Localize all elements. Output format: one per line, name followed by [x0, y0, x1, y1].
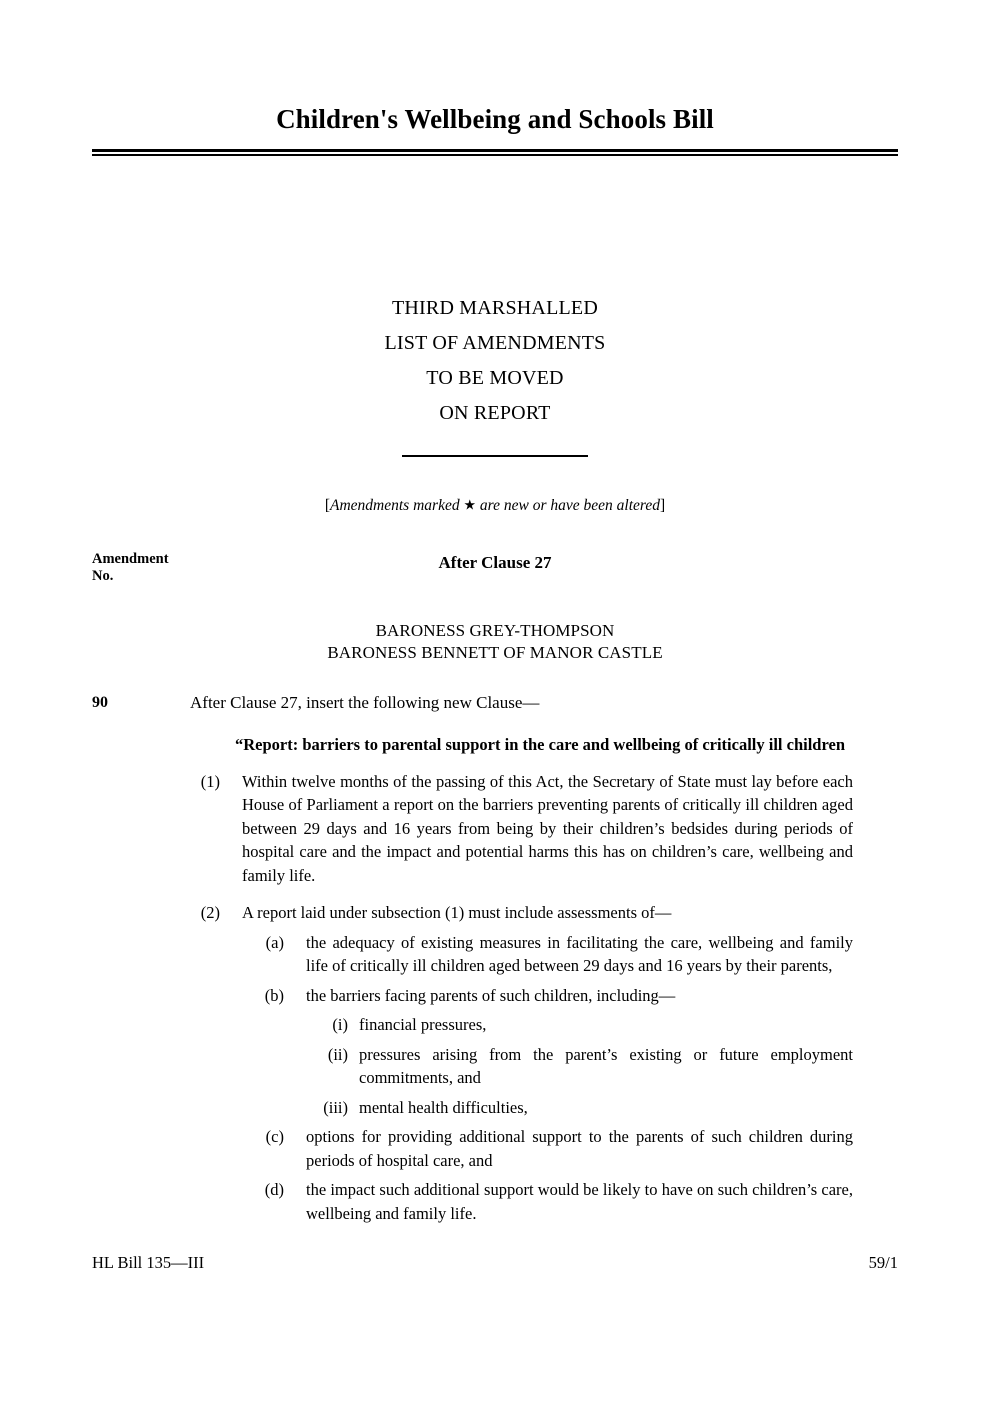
note-text-before-star: Amendments marked: [330, 496, 464, 514]
list-item-ii-marker: (ii): [327, 1044, 348, 1064]
sponsor-name-1: BARONESS GREY-THOMPSON: [375, 620, 615, 640]
subsection-2-items: [190, 931, 898, 1226]
heading-line-2: LIST OF AMENDMENTS: [384, 332, 606, 355]
list-item-iii-text: mental health difficulties,: [359, 1097, 528, 1117]
page-title: Children's Wellbeing and Schools Bill: [276, 104, 714, 134]
rule-thin: [92, 154, 898, 156]
heading-divider-rule: [402, 455, 588, 457]
document-heading: [92, 291, 898, 457]
list-item-iii: [190, 1096, 898, 1120]
list-item-d-marker: (d): [264, 1180, 284, 1200]
list-item-c: [190, 1125, 898, 1172]
list-item-i-marker: (i): [332, 1015, 348, 1035]
note-open-bracket: [: [324, 496, 331, 514]
sponsor-list: [92, 620, 898, 664]
amendment-entry: [92, 690, 898, 1226]
list-item-b: [190, 984, 898, 1008]
page-footer: [92, 1253, 898, 1273]
list-item-iii-marker: (iii): [323, 1097, 348, 1117]
list-item-b-text: the barriers facing parents of such children, including—: [306, 985, 676, 1005]
list-item-b-subitems: [190, 1013, 898, 1119]
star-icon: ★: [463, 498, 477, 514]
new-clause-title: “Report: barriers to parental support in the care and wellbeing of critically ill children: [235, 734, 845, 754]
list-item-d: [190, 1178, 898, 1225]
amendment-header-row: [92, 551, 898, 593]
amendment-lead-in: After Clause 27, insert the following new Clause—: [190, 692, 540, 712]
subsection-2: [190, 901, 898, 925]
list-item-ii: [190, 1043, 898, 1090]
list-item-ii-text: pressures arising from the parent’s existing or future employment commitments, and: [359, 1044, 853, 1088]
list-item-i: [190, 1013, 898, 1037]
heading-line-1: THIRD MARSHALLED: [392, 297, 598, 320]
heading-line-3: TO BE MOVED: [426, 367, 564, 390]
list-item-c-text: options for providing additional support to the parents of such children during periods of hospital care, and: [306, 1127, 853, 1170]
subsection-2-text: A report laid under subsection (1) must include assessments of—: [242, 903, 672, 923]
amendment-body: [190, 690, 898, 1226]
page-content: [92, 0, 898, 1401]
note-close-bracket: ]: [659, 496, 666, 514]
subsection-1-text: Within twelve months of the passing of this Act, the Secretary of State must lay before each House of Parliament a report on the barriers preventing parents of critically ill children aged between 29 days and 16 years from being by their children’s bedsides during periods of hospital care and the impact and potential harms this has on children’s care, wellbeing and family life.: [242, 771, 853, 885]
list-item-d-text: the impact such additional support would be likely to have on such children’s care, wellbeing and family life.: [306, 1180, 853, 1223]
bill-reference: HL Bill 135—III: [92, 1253, 205, 1272]
list-item-a: [190, 931, 898, 978]
list-item-c-marker: (c): [265, 1127, 284, 1147]
note-text-after-star: are new or have been altered: [476, 496, 660, 514]
page-number: 59/1: [868, 1253, 898, 1272]
amendment-no-label-line2: No.: [92, 567, 114, 584]
amendment-no-label-line1: Amendment: [92, 550, 169, 567]
subsection-1: [190, 770, 898, 888]
amendments-marked-note: [92, 497, 898, 515]
list-item-b-marker: (b): [264, 985, 284, 1005]
masthead-double-rule: [92, 149, 898, 156]
list-item-i-text: financial pressures,: [359, 1015, 487, 1035]
subsection-2-marker: (2): [200, 903, 220, 923]
sponsor-name-2: BARONESS BENNETT OF MANOR CASTLE: [327, 642, 663, 662]
list-item-a-text: the adequacy of existing measures in facilitating the care, wellbeing and family life of critically ill children aged between 29 days and 16 years by their parents,: [306, 932, 853, 976]
subsection-1-marker: (1): [200, 771, 220, 791]
clause-heading: After Clause 27: [438, 552, 552, 572]
amendment-number: 90: [92, 693, 108, 711]
list-item-a-marker: (a): [265, 932, 284, 952]
heading-line-4: ON REPORT: [439, 402, 551, 425]
